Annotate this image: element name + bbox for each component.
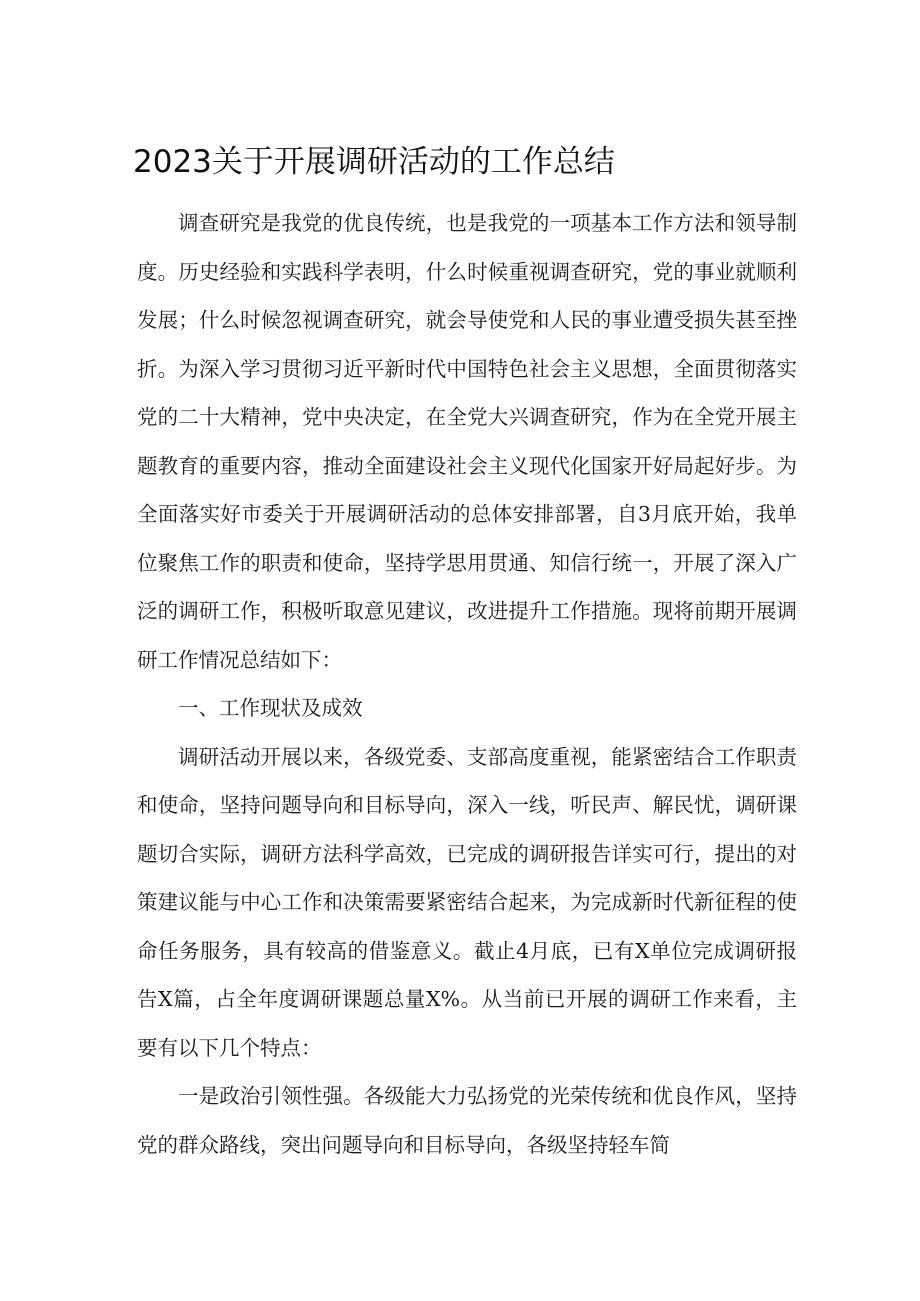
section-heading: 一、工作现状及成效 <box>178 696 363 720</box>
paragraph-status: 调研活动开展以来，各级党委、支部高度重视，能紧密结合工作职责和使命，坚持问题导向和目标导向，深入一线，听民声、解民忧，调研课题切合实际，调研方法科学高效，已完成的调研报告详实可行，提出的对策建议能与中心工作和决策需要紧密结合起来，为完成新时代新征程的使命任务服务，具有较高的借鉴意义。截止4月底，已有X单位完成调研报告X篇，占全年度调研课题总量X%。从当前已开展的调研工作来看，主要有以下几个特点： <box>137 744 797 1060</box>
document-body <box>137 199 797 1169</box>
paragraph-intro: 调查研究是我党的优良传统，也是我党的一项基本工作方法和领导制度。历史经验和实践科学表明，什么时候重视调查研究，党的事业就顺利发展；什么时候忽视调查研究，就会导使党和人民的事业遭受损失甚至挫折。为深入学习贯彻习近平新时代中国特色社会主义思想，全面贯彻落实党的二十大精神，党中央决定，在全党大兴调查研究，作为在全党开展主题教育的重要内容，推动全面建设社会主义现代化国家开好局起好步。为全面落实好市委关于开展调研活动的总体安排部署，自3月底开始，我单位聚焦工作的职责和使命，坚持学思用贯通、知信行统一，开展了深入广泛的调研工作，积极听取意见建议，改进提升工作措施。现将前期开展调研工作情况总结如下： <box>137 211 797 672</box>
paragraph-feature-one: 一是政治引领性强。各级能大力弘扬党的光荣传统和优良作风，坚持党的群众路线，突出问题导向和目标导向，各级坚持轻车简 <box>137 1084 797 1157</box>
document-title: 2023关于开展调研活动的工作总结 <box>133 144 615 180</box>
